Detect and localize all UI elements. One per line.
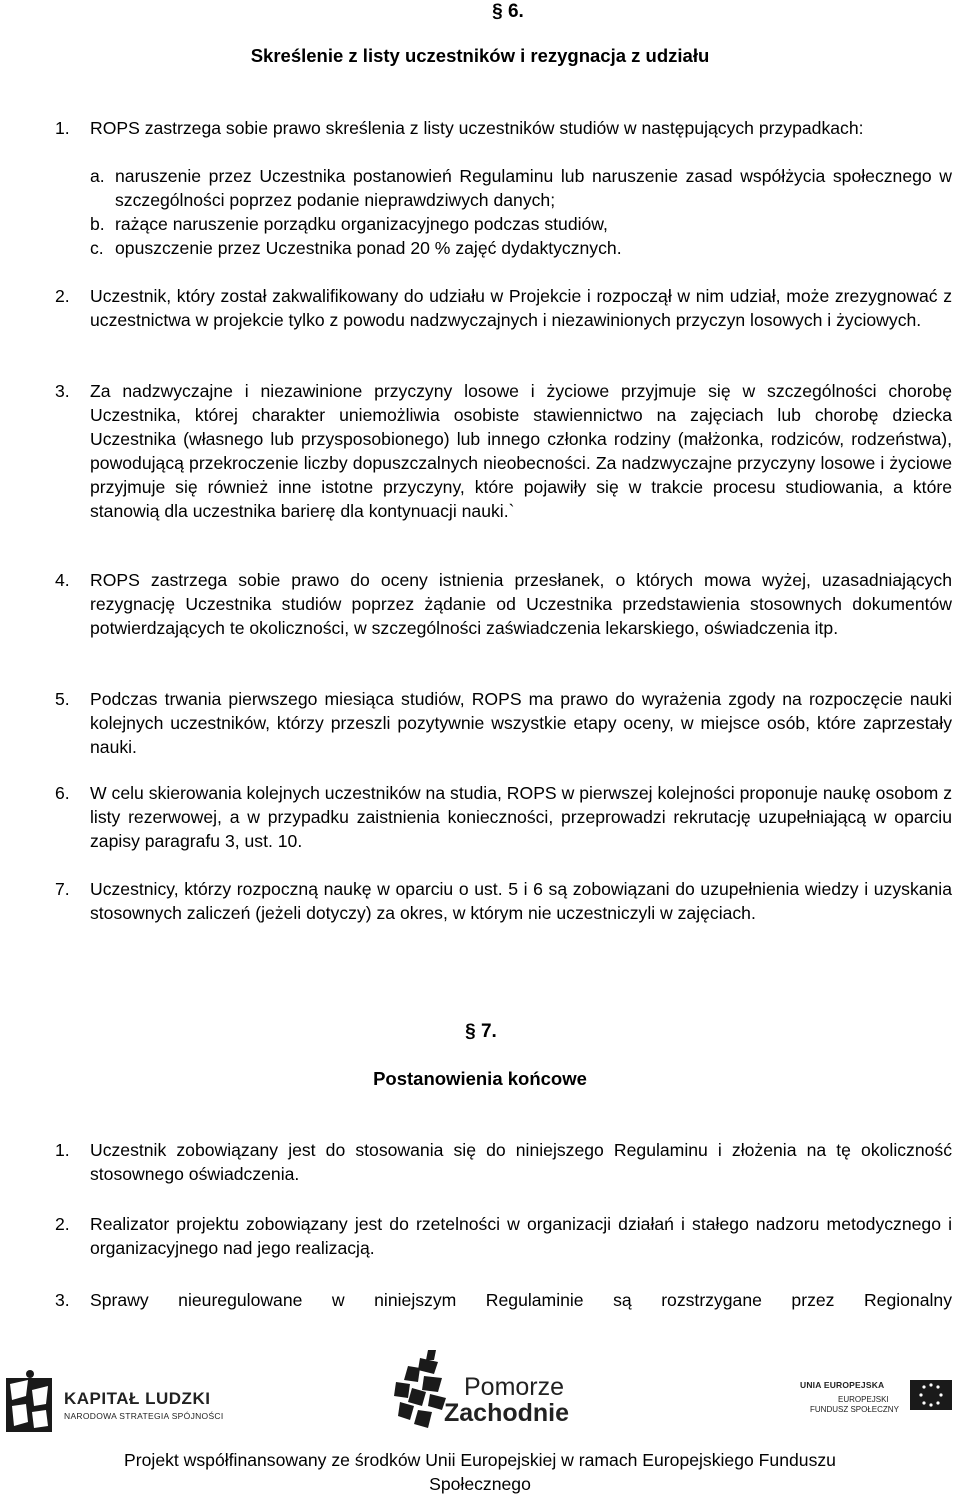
item-number: 3. [55, 1290, 70, 1310]
section-6-title: Skreślenie z listy uczestników i rezygnacja z udziału [250, 45, 710, 66]
eu-title: UNIA EUROPEJSKA [800, 1380, 885, 1390]
item-number: 2. [55, 1214, 70, 1234]
pomorze-title: Pomorze [464, 1373, 565, 1401]
list-item [55, 568, 952, 640]
item-letter: c. [90, 238, 104, 258]
sub-list-item [90, 236, 952, 260]
footer [0, 1448, 960, 1496]
sub-list-item [90, 164, 952, 212]
griffin-emblem-icon [390, 1348, 452, 1432]
eu-fund-line2: FUNDUSZ SPOŁECZNY [810, 1405, 899, 1414]
eu-flag-icon [910, 1380, 952, 1410]
item-text: rażące naruszenie porządku organizacyjnego podczas studiów, [115, 214, 608, 234]
kapital-ludzki-title: KAPITAŁ LUDZKI [64, 1389, 211, 1408]
list-item [55, 1212, 952, 1260]
item-text: Uczestnik, który został zakwalifikowany do udziału w Projekcie i rozpoczął w nim udział, może zrezygnować z uczestnictwa w projekcie tylko z powodu nadzwyczajnych i niezawinionych przyczyn losowych i życiowych. [90, 286, 952, 330]
eu-logo [772, 1380, 952, 1430]
item-number: 6. [55, 783, 70, 803]
zachodnie-title: Zachodnie [444, 1399, 570, 1427]
item-text: Uczestnik zobowiązany jest do stosowania się do niniejszego Regulaminu i złożenia na tę okoliczność stosownego oświadczenia. [90, 1140, 952, 1184]
item-letter: a. [90, 166, 105, 186]
list-item [55, 1288, 952, 1312]
pomorze-zachodnie-logo [390, 1348, 590, 1436]
section-7-number: § 7. [465, 1021, 497, 1042]
list-item [55, 379, 952, 523]
kapital-ludzki-logo [4, 1370, 224, 1440]
item-number: 2. [55, 286, 70, 306]
list-item [55, 1138, 952, 1186]
section-7-title: Postanowienia końcowe [373, 1068, 587, 1089]
item-text: naruszenie przez Uczestnika postanowień Regulaminu lub naruszenie zasad współżycia społecznego w szczególności poprzez podanie nieprawdziwych danych; [115, 166, 952, 210]
item-text: ROPS zastrzega sobie prawo do oceny istnienia przesłanek, o których mowa wyżej, uzasadniających rezygnację Uczestnika studiów poprzez żądanie od Uczestnika przedstawienia stosownych dokumentów potwierdzających te okoliczności, w szczególności zaświadczenia lekarskiego, oświadczenia itp. [90, 570, 952, 638]
list-item [55, 116, 952, 140]
item-number: 1. [55, 118, 70, 138]
item-number: 1. [55, 1140, 70, 1160]
item-text: opuszczenie przez Uczestnika ponad 20 % zajęć dydaktycznych. [115, 238, 622, 258]
logo-bar [0, 1340, 960, 1440]
list-item [55, 781, 952, 853]
list-item [55, 284, 952, 332]
footer-line-1: Projekt współfinansowany ze środków Unii Europejskiej w ramach Europejskiego Funduszu [124, 1450, 836, 1470]
item-text: Uczestnicy, którzy rozpoczną naukę w oparciu o ust. 5 i 6 są zobowiązani do uzupełnienia wiedzy i uzyskania stosownych zaliczeń (jeżeli dotyczy) za okres, w którym nie uczestniczyli w zajęciach. [90, 879, 952, 923]
item-letter: b. [90, 214, 105, 234]
item-text: ROPS zastrzega sobie prawo skreślenia z listy uczestników studiów w następujących przypadkach: [90, 118, 864, 138]
item-number: 7. [55, 879, 70, 899]
eu-fund-line1: EUROPEJSKI [838, 1395, 889, 1404]
item-text: Za nadzwyczajne i niezawinione przyczyny losowe i życiowe przyjmuje się w szczególności chorobę Uczestnika, której charakter uniemożliwia osobiste stawiennictwo na zajęciach lub chorobę dziecka Uczestnika (własnego lub przysposobionego) lub innego członka rodziny (małżonka, rodziców, rodzeństwa), powodującą przekroczenie liczby dopuszczalnych nieobecności. Za nadzwyczajne przyczyny losowe i życiowe przyjmuje się również inne istotne przyczyny, które pojawiły się w trakcie procesu studiowania, a które stanowią dla uczestnika barierę dla kontynuacji nauki.` [90, 381, 952, 521]
list-item [55, 687, 952, 759]
section-6-number: § 6. [492, 1, 524, 22]
item-text: Sprawy nieuregulowane w niniejszym Regulaminie są rozstrzygane przez Regionalny [90, 1290, 952, 1310]
kapital-ludzki-icon [4, 1370, 56, 1434]
item-number: 3. [55, 381, 70, 401]
item-text: W celu skierowania kolejnych uczestników na studia, ROPS w pierwszej kolejności proponuje naukę osobom z listy rezerwowej, a w przypadku zaistnienia konieczności, przeprowadzi rekrutację uzupełniającą w oparciu zapisy paragrafu 3, ust. 10. [90, 783, 952, 851]
footer-line-2: Społecznego [429, 1474, 531, 1494]
item-number: 4. [55, 570, 70, 590]
item-text: Realizator projektu zobowiązany jest do rzetelności w organizacji działań i stałego nadzoru metodycznego i organizacyjnego nad jego realizacją. [90, 1214, 952, 1258]
item-number: 5. [55, 689, 70, 709]
item-text: Podczas trwania pierwszego miesiąca studiów, ROPS ma prawo do wyrażenia zgody na rozpoczęcie nauki kolejnych uczestników, którzy przeszli pozytywnie wszystkie etapy oceny, w miejsce osób, które zaprzestały nauki. [90, 689, 952, 757]
sub-list-item [90, 212, 952, 236]
list-item [55, 877, 952, 925]
kapital-ludzki-subtitle: NARODOWA STRATEGIA SPÓJNOŚCI [64, 1411, 224, 1421]
